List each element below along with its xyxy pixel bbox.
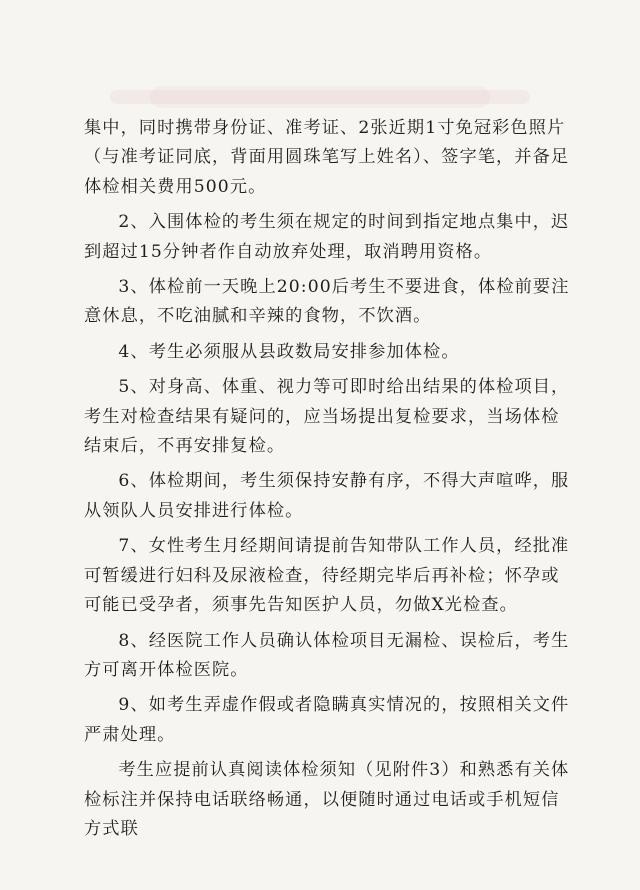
paragraph-item-3: 3、体检前一天晚上20:00后考生不要进食，体检前要注意休息，不吃油腻和辛辣的食物，不饮酒。 — [84, 277, 570, 327]
paragraph-item-8: 8、经医院工作人员确认体检项目无漏检、误检后，考生方可离开体检医院。 — [84, 630, 570, 680]
paragraph-item-9: 9、如考生弄虚作假或者隐瞒真实情况的，按照相关文件严肃处理。 — [84, 695, 570, 745]
paragraph-item-4: 4、考生必须服从县政数局安排参加体检。 — [118, 341, 460, 362]
paragraph-item-5: 5、对身高、体重、视力等可即时给出结果的体检项目，考生对检查结果有疑问的，应当场提出复检要求，当场体检结束后，不再安排复检。 — [84, 377, 570, 457]
watermark-seal-icon — [110, 80, 530, 114]
paragraph-item-6: 6、体检期间，考生须保持安静有序，不得大声喧哗，服从领队人员安排进行体检。 — [84, 471, 570, 521]
document-body — [84, 114, 572, 844]
paragraph-continuation: 集中，同时携带身份证、准考证、2张近期1寸免冠彩色照片（与准考证同底，背面用圆珠笔写上姓名）、签字笔，并备足体检相关费用500元。 — [84, 118, 570, 197]
paragraph-closing: 考生应提前认真阅读体检须知（见附件3）和熟悉有关体检标注并保持电话联络畅通，以便随时通过电话或手机短信方式联 — [84, 760, 570, 839]
paragraph-item-7: 7、女性考生月经期间请提前告知带队工作人员，经批准可暂缓进行妇科及尿液检查，待经期完毕后再补检；怀孕或可能已受孕者，须事先告知医护人员，勿做X光检查。 — [84, 536, 570, 616]
paragraph-item-2: 2、入围体检的考生须在规定的时间到指定地点集中，迟到超过15分钟者作自动放弃处理，取消聘用资格。 — [84, 212, 570, 262]
